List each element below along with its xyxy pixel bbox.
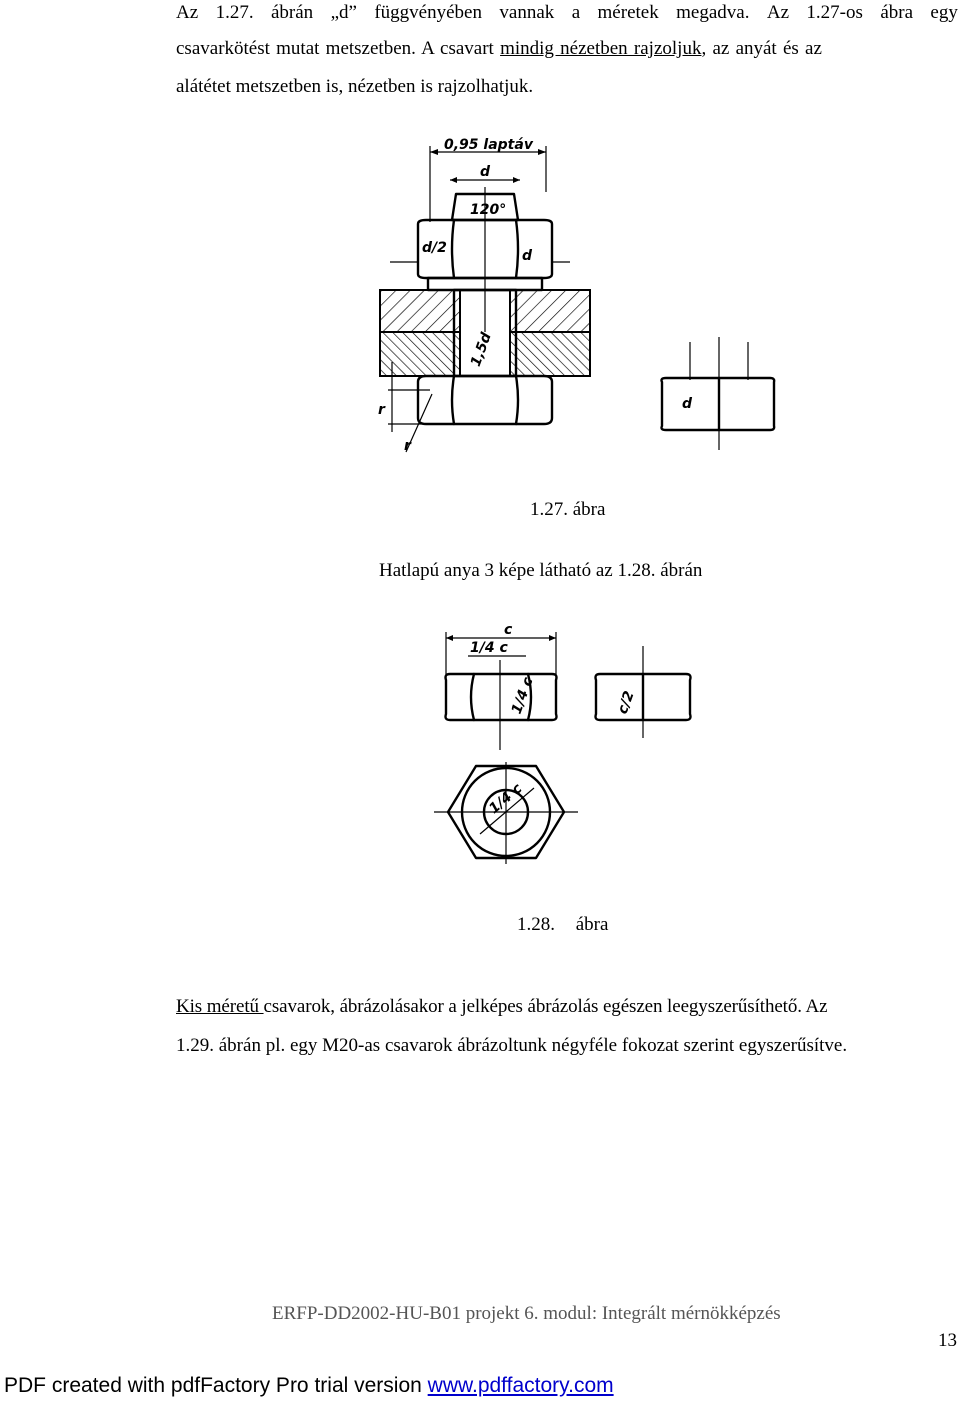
word: 1.27.	[215, 2, 254, 23]
word: „d”	[330, 2, 357, 23]
r-label-2: r	[404, 438, 411, 454]
word: egy	[930, 2, 958, 23]
word: méretek	[597, 2, 659, 23]
figure2-caption	[517, 914, 608, 936]
half-d-label: d/2	[422, 240, 447, 256]
page-footer: ERFP-DD2002-HU-B01 projekt 6. modul: Integrált mérnökképzés	[272, 1303, 781, 1324]
underlined-text: mindig nézetben rajzoljuk	[500, 38, 702, 59]
caption-number: 1.28.	[517, 914, 555, 935]
d-side-label: d	[522, 248, 533, 264]
dim-d-top-label: d	[480, 164, 491, 180]
page-number: 13	[938, 1330, 957, 1351]
caption-word: ábra	[575, 914, 609, 935]
bore-label: 1/4 c	[486, 780, 526, 818]
figure2-intro: Hatlapú anya 3 képe látható az 1.28. ábrán	[379, 560, 703, 581]
word: 1.27-os	[806, 2, 863, 23]
word: ábrán	[270, 2, 314, 23]
underlined-text: Kis méretű	[176, 996, 264, 1017]
d-small-label: d	[682, 396, 693, 412]
text-run: csavarkötést mutat metszetben. A csavart	[176, 38, 501, 59]
figure-1-28-drawing	[430, 620, 710, 870]
paragraph2-line2: 1.29. ábrán pl. egy M20-as csavarok ábrázoltunk négyféle fokozat szerint egyszerűsítve.	[176, 1035, 848, 1056]
radius-c-label: 1/4 c	[508, 675, 537, 717]
figure-1-27-drawing	[370, 132, 790, 462]
dim-wrench-label: 0,95 laptáv	[444, 137, 533, 153]
paragraph1-line2	[176, 38, 958, 60]
word: Az	[176, 2, 199, 23]
word: vannak	[499, 2, 555, 23]
pdffactory-link[interactable]: www.pdffactory.com	[427, 1374, 614, 1397]
pdf-banner	[4, 1374, 614, 1398]
angle-label: 120°	[470, 202, 507, 218]
paragraph2-line1	[176, 996, 958, 1018]
word: függvényében	[374, 2, 482, 23]
word: Az	[766, 2, 790, 23]
word: megadva.	[676, 2, 750, 23]
half-c-label: c/2	[614, 688, 638, 717]
text-run: csavarok, ábrázolásakor a jelképes ábrázolás egészen leegyszerűsíthető. Az	[263, 996, 828, 1017]
length-label: 1,5d	[467, 330, 495, 369]
r-label-1: r	[378, 402, 385, 418]
paragraph1-line1	[176, 2, 958, 24]
figure1-caption: 1.27. ábra	[530, 499, 606, 520]
quarter-c-label: 1/4 c	[470, 640, 508, 656]
pdf-banner-text: PDF created with pdfFactory Pro trial version	[4, 1374, 428, 1397]
text-run: , az anyát és az	[701, 38, 822, 59]
dim-c-label: c	[504, 622, 513, 638]
word: ábra	[880, 2, 914, 23]
word: a	[571, 2, 581, 23]
paragraph1-line3: alátétet metszetben is, nézetben is rajzolhatjuk.	[176, 76, 534, 97]
